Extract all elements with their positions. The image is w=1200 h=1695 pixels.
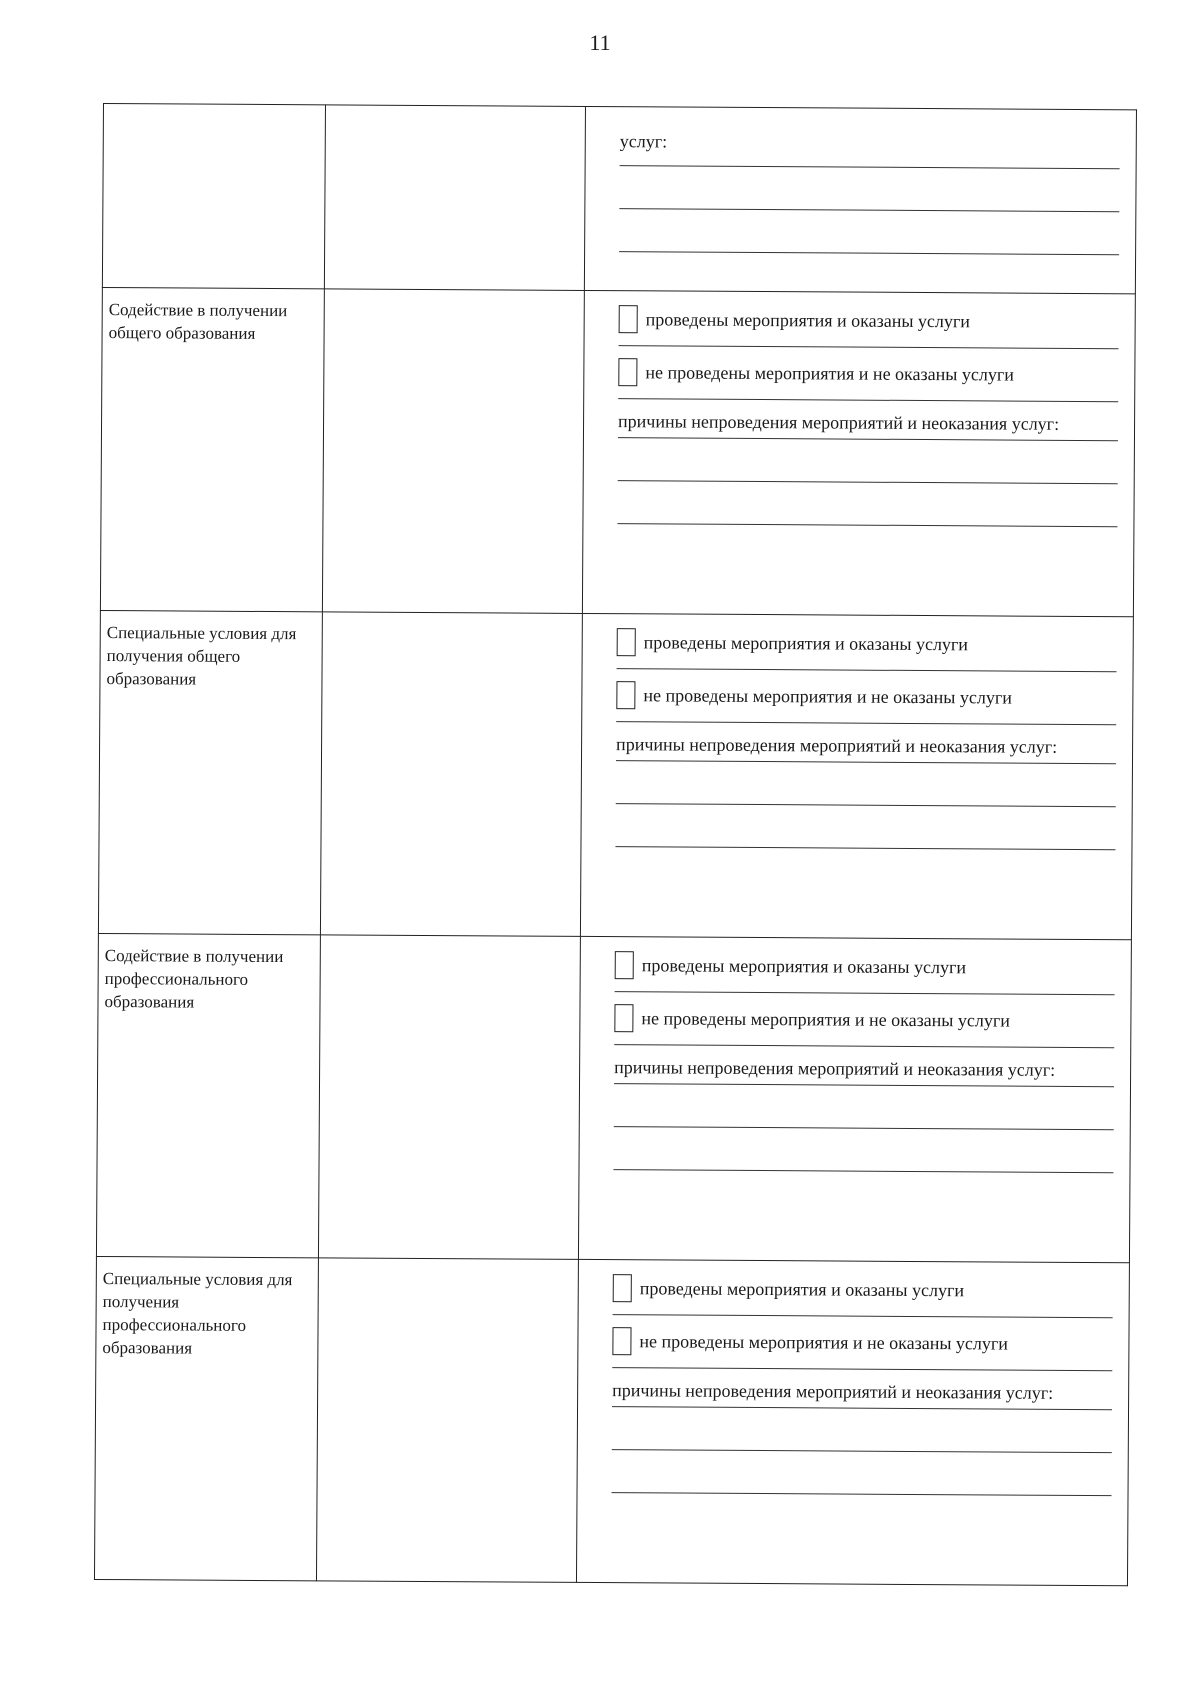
- answer-cell: [584, 106, 1136, 293]
- reason-line-3[interactable]: [612, 1492, 1112, 1496]
- label-cell: [96, 933, 320, 1257]
- divider: [619, 345, 1119, 349]
- option-done-label: проведены мероприятия и оказаны услуги: [639, 1277, 965, 1300]
- reason-line-2[interactable]: [618, 480, 1118, 484]
- answer-cell: [578, 936, 1131, 1262]
- option-done-label: проведены мероприятия и оказаны услуги: [641, 954, 967, 977]
- divider: [618, 398, 1118, 402]
- divider: [617, 668, 1117, 672]
- option-not-done: [612, 1325, 1112, 1360]
- value-cell: [322, 289, 584, 614]
- divider: [612, 1367, 1112, 1371]
- answer-cell: [582, 290, 1135, 616]
- table-row: [94, 1256, 1129, 1585]
- value-cell: [318, 935, 580, 1260]
- option-not-done-label: не проведены мероприятия и не оказаны услуги: [645, 361, 1014, 385]
- divider: [614, 1044, 1114, 1048]
- option-done: [613, 1272, 1113, 1307]
- answer-cell: [576, 1259, 1129, 1585]
- value-cell: [316, 1258, 578, 1583]
- reason-line-1[interactable]: [618, 437, 1118, 441]
- checkbox-not-done[interactable]: [618, 358, 637, 386]
- reason-line-2[interactable]: [616, 803, 1116, 807]
- reason-label: услуг:: [619, 131, 668, 152]
- reason-line-3[interactable]: [619, 251, 1119, 255]
- option-done-label: проведены мероприятия и оказаны услуги: [643, 631, 969, 654]
- reason-line-2[interactable]: [619, 208, 1119, 212]
- row-label: Специальные условия для получения профессионального образования: [102, 1269, 293, 1358]
- row-label: Специальные условия для получения общего образования: [106, 623, 297, 689]
- option-not-done: [614, 1002, 1114, 1037]
- reason-line-1[interactable]: [612, 1406, 1112, 1410]
- checkbox-done[interactable]: [615, 951, 634, 979]
- option-not-done: [616, 679, 1116, 714]
- reason-label: причины непроведения мероприятий и неоказания услуг:: [616, 734, 1058, 757]
- answer-cell: [580, 613, 1133, 939]
- page-number: 11: [589, 30, 611, 55]
- table-row: [98, 610, 1133, 939]
- table-row-continuation: [102, 104, 1136, 294]
- divider: [616, 721, 1116, 725]
- option-done: [619, 303, 1119, 338]
- checkbox-not-done[interactable]: [614, 1004, 633, 1032]
- option-done: [617, 626, 1117, 661]
- reason-line-3[interactable]: [613, 1169, 1113, 1173]
- table-row: [96, 933, 1131, 1262]
- label-cell: [94, 1256, 318, 1580]
- label-cell: [102, 104, 325, 289]
- option-not-done-label: не проведены мероприятия и не оказаны услуги: [639, 1330, 1009, 1354]
- reason-label: причины непроведения мероприятий и неоказания услуг:: [612, 1380, 1054, 1403]
- divider: [613, 1314, 1113, 1318]
- checkbox-done[interactable]: [617, 628, 636, 656]
- reason-line-1[interactable]: [620, 165, 1120, 169]
- reason-line-3[interactable]: [615, 846, 1115, 850]
- reason-line-2[interactable]: [614, 1126, 1114, 1130]
- reason-label: причины непроведения мероприятий и неоказания услуг:: [618, 411, 1060, 434]
- value-cell: [324, 105, 585, 291]
- divider: [615, 991, 1115, 995]
- label-cell: [98, 610, 322, 934]
- checkbox-done[interactable]: [619, 305, 638, 333]
- value-cell: [320, 612, 582, 937]
- reason-line-2[interactable]: [612, 1449, 1112, 1453]
- option-not-done-label: не проведены мероприятия и не оказаны услуги: [643, 684, 1012, 708]
- row-label: Содействие в получении профессионального образования: [104, 946, 284, 1012]
- reason-line-1[interactable]: [614, 1083, 1114, 1087]
- services-table: [94, 103, 1137, 1586]
- reason-label: причины непроведения мероприятий и неоказания услуг:: [614, 1057, 1056, 1080]
- option-done-label: проведены мероприятия и оказаны услуги: [645, 308, 971, 331]
- row-label: Содействие в получении общего образования: [108, 300, 288, 343]
- reason-line-3[interactable]: [617, 523, 1117, 527]
- checkbox-not-done[interactable]: [612, 1327, 631, 1355]
- reason-line-1[interactable]: [616, 760, 1116, 764]
- option-not-done: [618, 356, 1118, 391]
- checkbox-not-done[interactable]: [616, 681, 635, 709]
- label-cell: [100, 287, 324, 611]
- option-not-done-label: не проведены мероприятия и не оказаны услуги: [641, 1007, 1010, 1031]
- option-done: [615, 949, 1115, 984]
- table-row: [100, 287, 1135, 616]
- checkbox-done[interactable]: [613, 1274, 632, 1302]
